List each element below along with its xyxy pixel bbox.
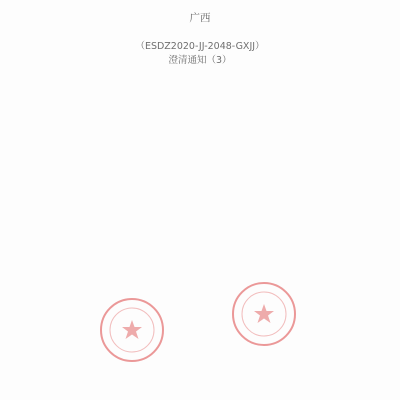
seal-star-icon	[102, 300, 162, 360]
seal-star-icon	[234, 284, 294, 344]
company-seal-right	[232, 282, 296, 346]
doc-title-number: （ESDZ2020-JJ-2048-GXJJ）	[135, 41, 265, 52]
doc-title-notice: 澄清通知（3）	[168, 55, 232, 66]
doc-title-company: 广西	[189, 12, 211, 24]
company-seal-left	[100, 298, 164, 362]
